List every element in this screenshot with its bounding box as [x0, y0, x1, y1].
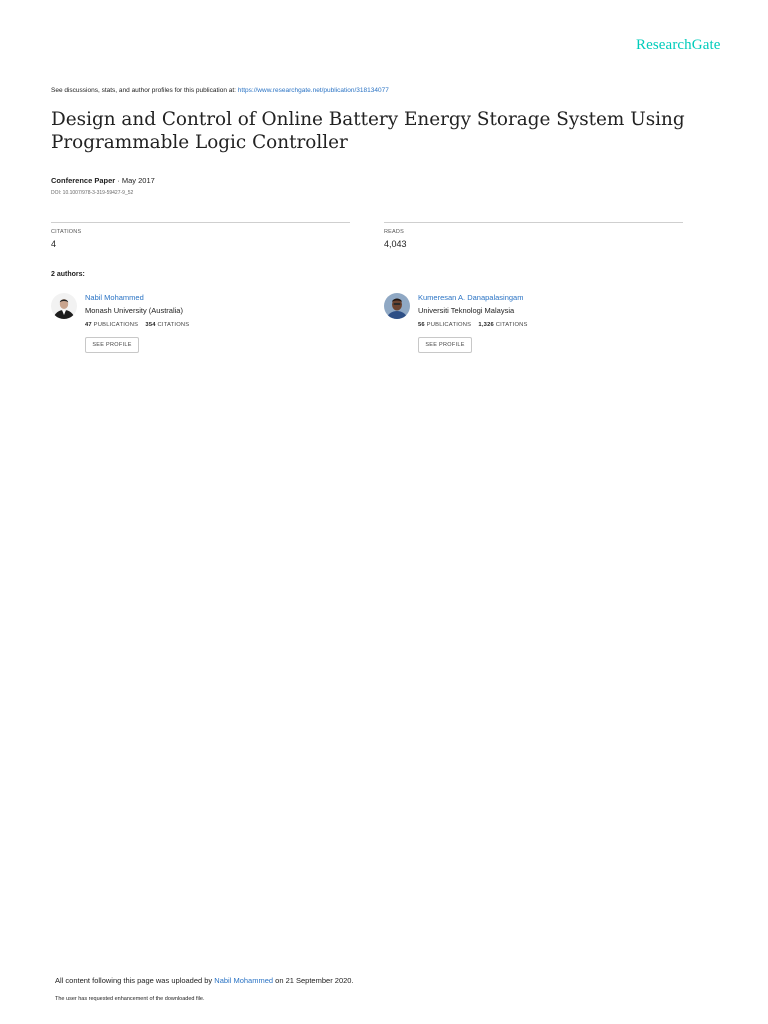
uploader-link[interactable]: Nabil Mohammed [214, 976, 274, 985]
author-name-link[interactable]: Nabil Mohammed [85, 293, 144, 302]
person-photo-icon [384, 293, 410, 319]
citations-count: 1,326 [478, 322, 494, 328]
publication-date: · May 2017 [115, 176, 155, 185]
upload-notice [55, 976, 354, 985]
publications-count: 56 [418, 322, 425, 328]
paper-title: Design and Control of Online Battery Energy Storage System Using Programmable Logic Controller [51, 109, 685, 153]
doi-text: DOI: 10.1007/978-3-319-59427-9_52 [51, 190, 134, 196]
upload-suffix: on 21 September 2020. [273, 976, 354, 985]
divider-reads [384, 222, 683, 223]
author-metrics [85, 322, 189, 328]
avatar-author-1[interactable] [51, 293, 77, 319]
citations-count: 354 [145, 322, 156, 328]
see-profile-button[interactable]: SEE PROFILE [85, 337, 139, 353]
author-affiliation: Universiti Teknologi Malaysia [418, 306, 515, 315]
upload-prefix: All content following this page was uploaded by [55, 976, 215, 985]
publication-url-link[interactable]: https://www.researchgate.net/publication/318134077 [237, 87, 389, 94]
see-discussions-text: See discussions, stats, and author profiles for this publication at: [51, 87, 238, 94]
author-metrics [418, 322, 528, 328]
divider-citations [51, 222, 350, 223]
citations-label: CITATIONS [495, 322, 528, 328]
author-affiliation: Monash University (Australia) [85, 306, 183, 315]
see-profile-button[interactable]: SEE PROFILE [418, 337, 472, 353]
publications-label: PUBLICATIONS [93, 322, 139, 328]
publications-count: 47 [85, 322, 92, 328]
authors-heading: 2 authors: [51, 271, 85, 278]
researchgate-logo[interactable]: ResearchGate [636, 37, 721, 53]
avatar-author-2[interactable] [384, 293, 410, 319]
publication-meta [51, 176, 155, 185]
citations-label: CITATIONS [157, 322, 190, 328]
author-name-link[interactable]: Kumeresan A. Danapalasingam [418, 293, 524, 302]
reads-value: 4,043 [384, 239, 407, 249]
publication-source-line [51, 87, 389, 94]
citations-value: 4 [51, 239, 57, 249]
person-photo-icon [51, 293, 77, 319]
citations-label: CITATIONS [51, 229, 82, 235]
publication-type: Conference Paper [51, 176, 116, 185]
enhancement-note: The user has requested enhancement of the downloaded file. [55, 996, 205, 1002]
publications-label: PUBLICATIONS [426, 322, 472, 328]
reads-label: READS [384, 229, 404, 235]
